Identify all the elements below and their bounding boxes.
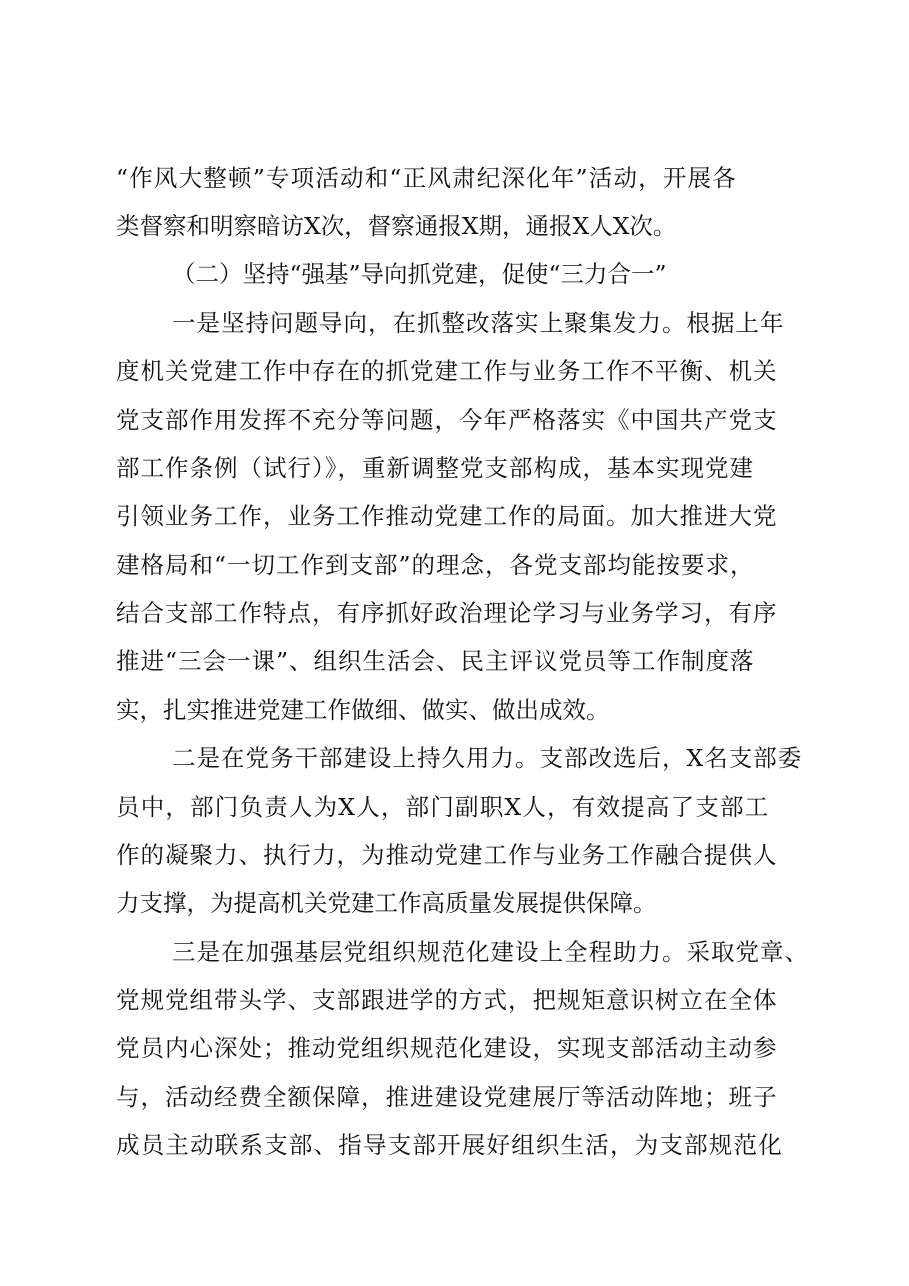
text-line: 实，扎实推进党建工作做细、做实、做出成效。 <box>116 696 610 724</box>
text-line: 结合支部工作特点，有序抓好政治理论学习与业务学习，有序 <box>116 599 778 627</box>
text-line: 与，活动经费全额保障，推进建设党建展厅等活动阵地；班子 <box>116 1083 778 1111</box>
section-heading: （二）坚持“强基”导向抓党建，促使“三力合一” <box>172 260 667 288</box>
text-line: 引领业务工作，业务工作推动党建工作的局面。加大推进大党 <box>116 502 778 530</box>
text-line: 推进“三会一课”、组织生活会、民主评议党员等工作制度落 <box>116 647 755 675</box>
text-line: 力支撑，为提高机关党建工作高质量发展提供保障。 <box>116 889 657 917</box>
paragraph-first-line: 二是在党务干部建设上持久用力。支部改选后，X名支部委 <box>172 744 803 772</box>
text-line: 党规党组带头学、支部跟进学的方式，把规矩意识树立在全体 <box>116 986 778 1014</box>
text-line: 党支部作用发挥不充分等问题，今年严格落实《中国共产党支 <box>116 406 778 434</box>
text-line: 成员主动联系支部、指导支部开展好组织生活，为支部规范化 <box>116 1131 783 1159</box>
text-line: 员中，部门负责人为X人，部门副职X人，有效提高了支部工 <box>116 793 770 821</box>
text-line: 建格局和“一切工作到支部”的理念，各党支部均能按要求， <box>116 551 755 579</box>
text-line: “作风大整顿”专项活动和“正风肃纪深化年”活动，开展各 <box>116 164 737 192</box>
paragraph-first-line: 一是坚持问题导向，在抓整改落实上聚集发力。根据上年 <box>172 309 785 337</box>
text-line: 度机关党建工作中存在的抓党建工作与业务工作不平衡、机关 <box>116 357 778 385</box>
paragraph-first-line: 三是在加强基层党组织规范化建设上全程助力。采取党章、 <box>172 938 809 966</box>
text-line: 类督察和明察暗访X次，督察通报X期，通报X人X次。 <box>116 212 677 240</box>
text-line: 党员内心深处；推动党组织规范化建设，实现支部活动主动参 <box>116 1034 778 1062</box>
text-line: 作的凝聚力、执行力，为推动党建工作与业务工作融合提供人 <box>116 841 778 869</box>
text-line: 部工作条例（试行）》，重新调整党支部构成，基本实现党建 <box>116 454 754 482</box>
